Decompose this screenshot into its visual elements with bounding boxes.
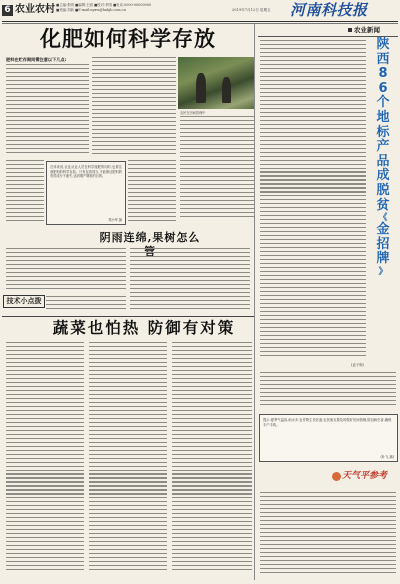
column-logo [330,466,396,488]
vertical-headline-char: 成 [376,168,390,184]
main-headline: 化肥如何科学存放 [40,27,216,51]
vertical-headline-char: 个 [376,95,390,111]
article-column-3 [180,116,254,220]
square-bullet-icon [348,28,352,32]
issue-date: 2019年7月12日 星期五 [232,8,271,12]
photo-person [222,77,231,103]
masthead-rule-thin [2,23,398,24]
vertical-headline-char: 《 [378,213,388,224]
vertical-headline-char: 牌 [376,251,390,267]
vertical-headline-char: 金 [376,222,390,238]
header-meta-line: ■美编:刘新 ■E-mail:nyxw@hnkjb.com.cn [56,8,126,12]
article-column-1 [6,64,89,156]
vertical-headline [370,38,396,374]
article-column-1b [6,160,44,224]
article-column-2b [128,160,176,224]
vertical-headline-char: 陕 [376,37,390,52]
notice-box [259,414,398,462]
editor-note-author: 郑小军 摘 [108,218,122,222]
vertical-headline-char: 标 [376,124,390,140]
photo-person [196,73,206,103]
sun-icon [332,472,341,481]
article-photo [178,57,254,109]
section-title: 农业农村 [15,4,55,15]
vertical-headline-char: 招 [376,236,390,252]
section-rule [2,316,254,317]
notice-text: 提示:夏季气温高,雨水多,农作物生长旺盛,农民朋友要及时做好田间管理,防治病虫害,确保丰产丰收。 [263,418,392,427]
editor-note-box [46,161,126,225]
column-divider [254,24,255,580]
column-logo-text: 天气平参考 [342,471,388,481]
second-article-col-1 [6,248,126,292]
third-article-col-2 [89,342,167,578]
vertical-headline-char: 8 [378,66,388,82]
header-meta-line: ■主编:张明 ■编辑:王丽 ■校对:李国 ■电话:0000-00000000 [56,3,152,7]
page-number: 6 [2,5,13,16]
notice-author: (叶飞 摘) [380,455,394,459]
vertical-headline-char: 6 [378,80,388,96]
vertical-headline-char: 产 [376,139,390,155]
second-article-col-3 [46,296,126,314]
news-article-text [260,40,366,360]
third-article-col-3 [172,342,252,578]
news-section-header [258,25,398,35]
vertical-headline-char: 》 [378,266,388,277]
vertical-headline-char: 品 [376,153,390,169]
vertical-headline-char: 西 [376,51,390,67]
vertical-headline-char: 地 [376,109,390,125]
vertical-headline-char: 贫 [376,197,390,213]
editor-note-text: 总体来说,农业从业人员在科学施肥的同时,也要注意肥料的科学存放。只有存放得当,才能保证肥料的有效成分不流失,达到增产增收的目的。 [50,165,122,179]
second-headline: 阴雨连绵,果树怎么管 [99,231,201,258]
third-article-col-1 [6,342,84,578]
newspaper-brand: 河南科技报 [290,1,368,19]
news-article-tail [260,372,396,410]
second-article-col-2 [130,248,250,312]
article-column-2 [92,57,176,157]
vertical-headline-char: 脱 [376,182,390,198]
photo-caption: 农民在田间管理中 [180,111,206,115]
news-section-title: 农业新闻 [354,26,380,34]
tech-tips-label: 技术小点拨 [3,295,45,308]
reference-column-text [260,492,396,578]
third-headline: 蔬菜也怕热 防御有对策 [52,319,236,337]
header-meta [56,3,206,13]
article-subheading: 肥料在贮存期间需注意以下几点: [6,57,67,62]
news-editor-credit: (孟子和) [351,363,364,367]
